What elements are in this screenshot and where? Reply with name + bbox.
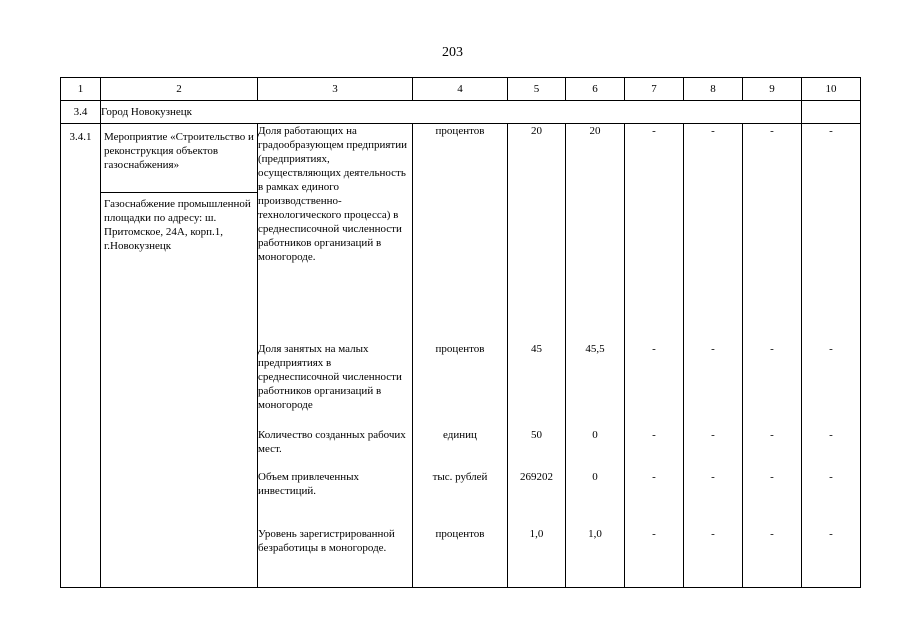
header-cell: 2: [101, 78, 258, 101]
indicator-unit: процентов: [435, 343, 485, 355]
col6-cell: [566, 124, 625, 588]
value-cell: -: [770, 343, 774, 355]
indicators-table: [60, 77, 861, 588]
value-cell: 20: [531, 125, 542, 137]
section-title: Город Новокузнецк: [101, 101, 802, 124]
value-cell: 269202: [520, 471, 553, 483]
header-cell: 7: [625, 78, 684, 101]
indicator-unit: тыс. рублей: [432, 471, 488, 483]
indicator-unit: процентов: [435, 125, 485, 137]
col9-cell: [743, 124, 802, 588]
value-cell: -: [652, 429, 656, 441]
activity-name: Мероприятие «Строительство и реконструкция объектов газоснабжения»: [101, 124, 257, 193]
header-cell: 5: [508, 78, 566, 101]
value-cell: 45: [531, 343, 542, 355]
header-cell: 1: [61, 78, 101, 101]
value-cell: -: [829, 125, 833, 137]
value-cell: -: [770, 471, 774, 483]
value-cell: -: [829, 429, 833, 441]
value-cell: 1,0: [588, 528, 602, 540]
indicator-unit: единиц: [443, 429, 477, 441]
indicator-name: Количество созданных рабочих мест.: [258, 429, 406, 455]
header-cell: 3: [258, 78, 413, 101]
item-id: 3.4.1: [61, 124, 101, 588]
header-cell: 10: [802, 78, 861, 101]
indicator-name: Доля работающих на градообразующем предприятии (предприятиях, осуществляющих деятельность в рамках единого производственно-технологического процесса) в среднесписочной численности работников организаций в моногороде.: [258, 125, 407, 263]
value-cell: -: [652, 528, 656, 540]
value-cell: 1,0: [529, 528, 544, 540]
value-cell: 45,5: [585, 343, 605, 355]
value-cell: -: [829, 528, 833, 540]
section-row: [61, 101, 861, 124]
col10-cell: [802, 124, 861, 588]
value-cell: -: [652, 471, 656, 483]
header-cell: 6: [566, 78, 625, 101]
col7-cell: [625, 124, 684, 588]
value-cell: -: [652, 125, 656, 137]
value-cell: -: [711, 528, 715, 540]
value-cell: -: [652, 343, 656, 355]
item-row: [61, 124, 861, 588]
value-cell: -: [829, 471, 833, 483]
value-cell: 20: [589, 125, 601, 137]
value-cell: -: [711, 343, 715, 355]
indicator-name: Доля занятых на малых предприятиях в среднесписочной численности работников организаций в моногороде: [258, 343, 402, 411]
section-id: 3.4: [61, 101, 101, 124]
header-row: [61, 78, 861, 101]
value-cell: -: [711, 471, 715, 483]
header-cell: 8: [684, 78, 743, 101]
value-cell: -: [770, 528, 774, 540]
unit-cell: [413, 124, 508, 588]
header-cell: 4: [413, 78, 508, 101]
header-cell: 9: [743, 78, 802, 101]
indicator-name: Уровень зарегистрированной безработицы в моногороде.: [258, 528, 395, 554]
value-cell: 0: [592, 471, 598, 483]
value-cell: -: [711, 429, 715, 441]
col5-cell: [508, 124, 566, 588]
section-empty-cell: [802, 101, 861, 124]
value-cell: 50: [531, 429, 542, 441]
activity-cell: [101, 124, 258, 588]
value-cell: -: [829, 343, 833, 355]
value-cell: 0: [592, 429, 598, 441]
page-number: 203: [442, 45, 463, 60]
value-cell: -: [770, 125, 774, 137]
object-name: Газоснабжение промышленной площадки по адресу: ш. Притомское, 24А, корп.1, г.Новокузнецк: [104, 198, 251, 252]
col8-cell: [684, 124, 743, 588]
indicator-unit: процентов: [435, 528, 485, 540]
value-cell: -: [770, 429, 774, 441]
value-cell: -: [711, 125, 715, 137]
indicator-names-cell: [258, 124, 413, 588]
indicator-name: Объем привлеченных инвестиций.: [258, 471, 360, 497]
